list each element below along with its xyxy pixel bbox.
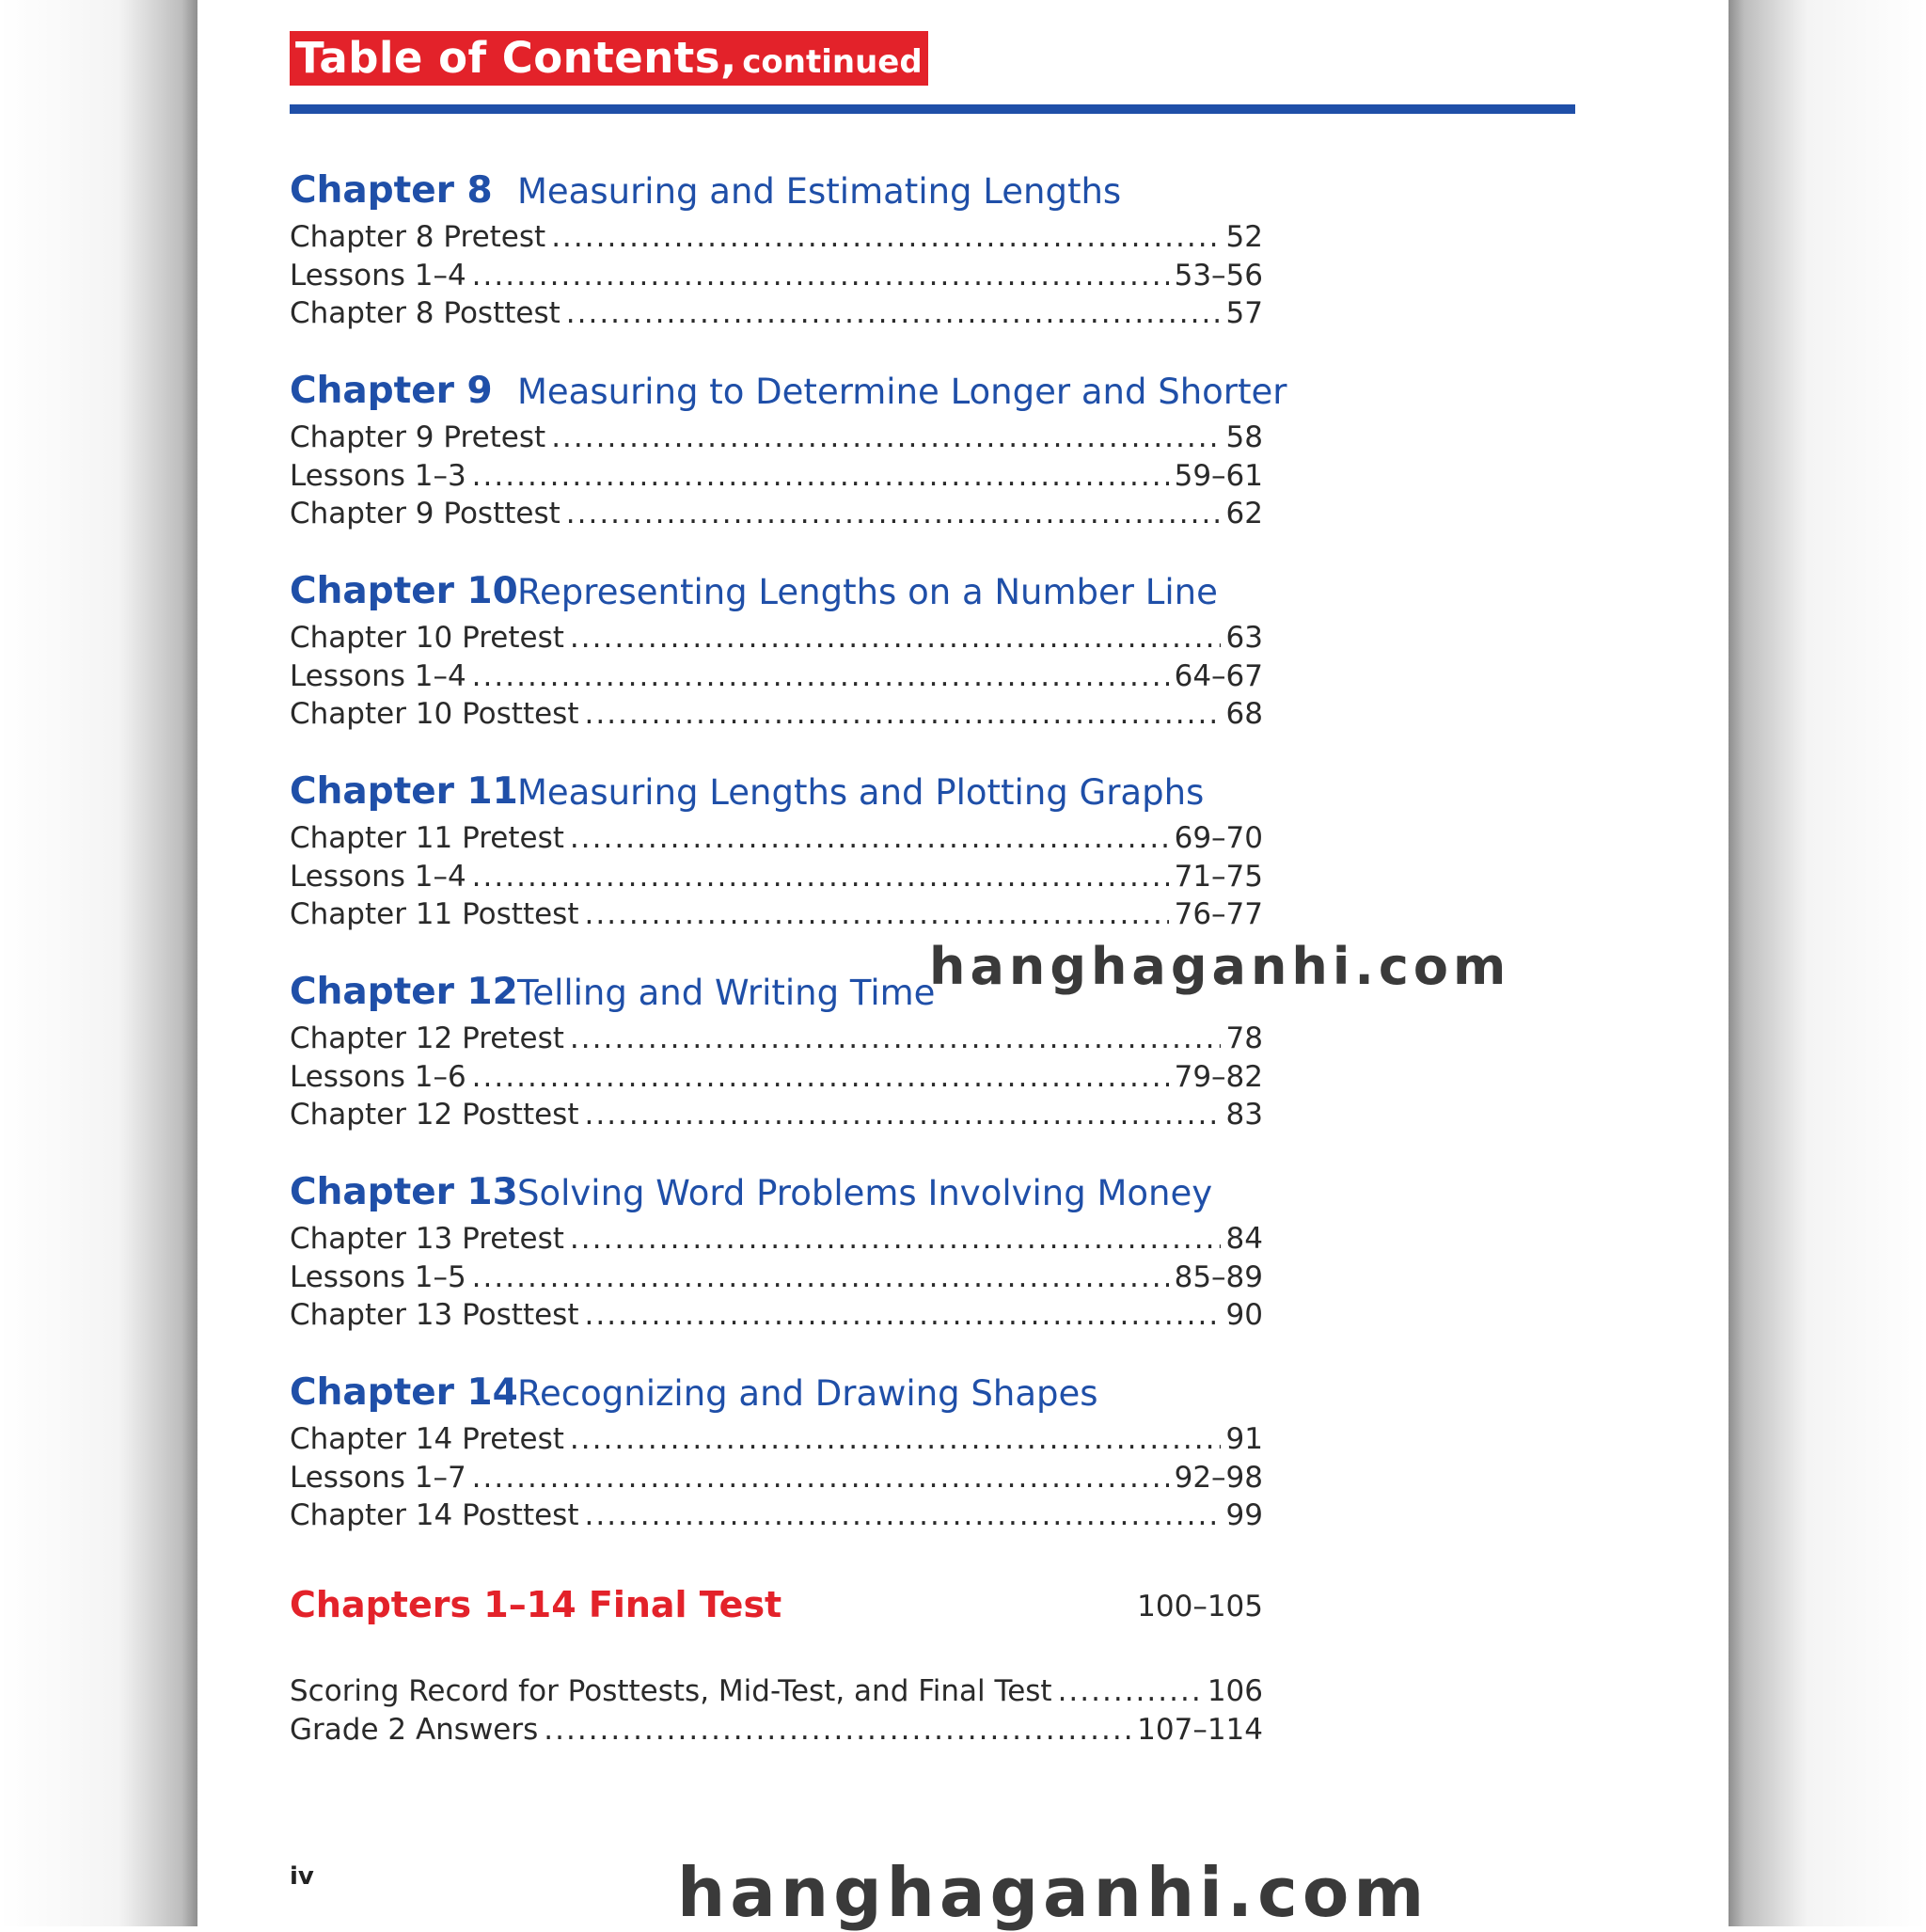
chapter-title: Solving Word Problems Involving Money [517, 1173, 1213, 1213]
chapter-section [290, 1171, 1277, 1337]
toc-entry-label: Chapter 13 Posttest [290, 1298, 579, 1332]
final-test-page: 100–105 [1137, 1590, 1263, 1623]
toc-entry-label: Lessons 1–4 [290, 859, 466, 894]
dot-leader [472, 860, 1169, 894]
toc-entry-label: Chapter 10 Pretest [290, 621, 564, 655]
page-title [290, 31, 928, 86]
dot-leader [570, 821, 1169, 855]
toc-page-number: 107–114 [1137, 1712, 1263, 1747]
toc-entry-label: Chapter 14 Posttest [290, 1498, 579, 1532]
dot-leader [472, 1461, 1169, 1495]
title-rule [290, 104, 1575, 114]
dot-leader [570, 1422, 1221, 1456]
toc-row [290, 1498, 1263, 1537]
toc-page-number: 68 [1225, 697, 1263, 731]
dot-leader [585, 697, 1221, 731]
toc-page-number: 78 [1225, 1021, 1263, 1055]
chapter-number: Chapter 14 [290, 1371, 518, 1414]
toc-row [290, 1713, 1263, 1751]
title-main: Table of Contents, [295, 33, 737, 83]
toc-row [290, 860, 1263, 898]
dot-leader [566, 497, 1221, 531]
chapter-section [290, 370, 1287, 535]
chapter-title: Representing Lengths on a Number Line [517, 572, 1218, 612]
watermark-text: hanghaganhi.com [677, 1853, 1429, 1932]
appendix-entries [290, 1674, 1263, 1750]
dot-leader [585, 897, 1169, 931]
chapter-title: Measuring and Estimating Lengths [517, 171, 1122, 212]
toc-entry-label: Chapter 9 Posttest [290, 497, 560, 531]
toc-entry-label: Chapter 12 Pretest [290, 1021, 564, 1055]
dot-leader [585, 1098, 1221, 1132]
toc-entry-label: Lessons 1–4 [290, 658, 466, 693]
chapter-title: Measuring Lengths and Plotting Graphs [517, 772, 1205, 813]
toc-page-number: 106 [1207, 1674, 1263, 1708]
toc-page-number: 57 [1225, 296, 1263, 330]
dot-leader [1058, 1674, 1202, 1708]
toc-entry-label: Grade 2 Answers [290, 1712, 539, 1747]
dot-leader [472, 459, 1169, 493]
dot-leader [570, 621, 1221, 655]
toc-entry-label: Chapter 8 Pretest [290, 220, 546, 254]
final-test-entry [290, 1584, 1263, 1631]
toc-row [290, 1098, 1263, 1136]
toc-page-number: 83 [1225, 1098, 1263, 1132]
toc-page-number: 90 [1225, 1298, 1263, 1332]
toc-row [290, 697, 1263, 736]
page-shadow-right [1729, 0, 1926, 1926]
toc-page-number: 63 [1225, 621, 1263, 655]
toc-entry-label: Lessons 1–7 [290, 1460, 466, 1495]
toc-page-number: 91 [1225, 1422, 1263, 1456]
toc-entry-label: Chapter 14 Pretest [290, 1422, 564, 1456]
dot-leader [566, 296, 1221, 330]
toc-page-number: 69–70 [1174, 821, 1263, 855]
dot-leader [544, 1713, 1131, 1747]
chapter-number: Chapter 10 [290, 570, 518, 612]
chapter-number: Chapter 9 [290, 370, 493, 412]
toc-row [290, 497, 1263, 535]
chapter-number: Chapter 12 [290, 971, 518, 1013]
toc-row [290, 459, 1263, 498]
chapter-section [290, 1371, 1277, 1537]
toc-row [290, 1260, 1263, 1299]
dot-leader [472, 1260, 1169, 1294]
toc-entry-label: Chapter 8 Posttest [290, 296, 560, 330]
final-test-label: Chapters 1–14 Final Test [290, 1584, 782, 1625]
toc-row [290, 621, 1263, 659]
page-folio: iv [290, 1862, 314, 1891]
toc-entry-label: Lessons 1–4 [290, 258, 466, 293]
toc-row [290, 1021, 1263, 1060]
toc-page-number: 85–89 [1174, 1259, 1263, 1294]
chapter-number: Chapter 8 [290, 169, 493, 212]
dot-leader [585, 1498, 1221, 1532]
chapter-section [290, 770, 1277, 936]
toc-entry-label: Lessons 1–3 [290, 458, 466, 493]
toc-row [290, 821, 1263, 860]
toc-row [290, 1298, 1263, 1337]
dot-leader [472, 259, 1169, 293]
toc-page-number: 76–77 [1174, 897, 1263, 931]
toc-page-number: 92–98 [1174, 1460, 1263, 1495]
watermark-text: hanghaganhi.com [929, 937, 1511, 996]
toc-page-number: 99 [1225, 1498, 1263, 1532]
toc-entry-label: Lessons 1–6 [290, 1059, 466, 1094]
chapter-number: Chapter 13 [290, 1171, 518, 1213]
chapter-title: Telling and Writing Time [517, 973, 936, 1013]
chapter-title: Measuring to Determine Longer and Shorter [517, 372, 1287, 412]
page-shadow-left [0, 0, 197, 1926]
toc-page-number: 59–61 [1174, 458, 1263, 493]
dot-leader [585, 1298, 1221, 1332]
title-continued: continued [742, 43, 923, 81]
toc-entry-label: Chapter 12 Posttest [290, 1098, 579, 1132]
toc-row [290, 897, 1263, 936]
toc-page-number: 79–82 [1174, 1059, 1263, 1094]
chapter-number: Chapter 11 [290, 770, 518, 813]
toc-page-number: 64–67 [1174, 658, 1263, 693]
toc-row [290, 1060, 1263, 1099]
toc-entry-label: Lessons 1–5 [290, 1259, 466, 1294]
toc-row [290, 296, 1263, 335]
toc-page-number: 53–56 [1174, 258, 1263, 293]
toc-entry-label: Chapter 9 Pretest [290, 420, 546, 454]
dot-leader [551, 220, 1220, 254]
toc-row [290, 259, 1263, 297]
dot-leader [472, 659, 1169, 693]
chapter-section [290, 169, 1277, 335]
toc-entry-label: Chapter 10 Posttest [290, 697, 579, 731]
toc-row [290, 1674, 1263, 1713]
toc-row [290, 1222, 1263, 1260]
toc-entry-label: Chapter 13 Pretest [290, 1222, 564, 1256]
toc-page-number: 84 [1225, 1222, 1263, 1256]
toc-row [290, 1422, 1263, 1461]
toc-page-number: 58 [1225, 420, 1263, 454]
toc-page-number: 62 [1225, 497, 1263, 531]
toc-entry-label: Scoring Record for Posttests, Mid-Test, and Final Test [290, 1674, 1052, 1708]
dot-leader [570, 1222, 1221, 1256]
toc-row [290, 420, 1263, 459]
toc-page-number: 71–75 [1174, 859, 1263, 894]
dot-leader [472, 1060, 1169, 1094]
toc-row [290, 659, 1263, 698]
toc-row [290, 220, 1263, 259]
chapter-title: Recognizing and Drawing Shapes [517, 1373, 1098, 1414]
dot-leader [570, 1021, 1221, 1055]
toc-entry-label: Chapter 11 Pretest [290, 821, 564, 855]
chapter-section [290, 570, 1277, 736]
dot-leader [551, 420, 1220, 454]
toc-page-number: 52 [1225, 220, 1263, 254]
toc-row [290, 1461, 1263, 1499]
toc-entry-label: Chapter 11 Posttest [290, 897, 579, 931]
